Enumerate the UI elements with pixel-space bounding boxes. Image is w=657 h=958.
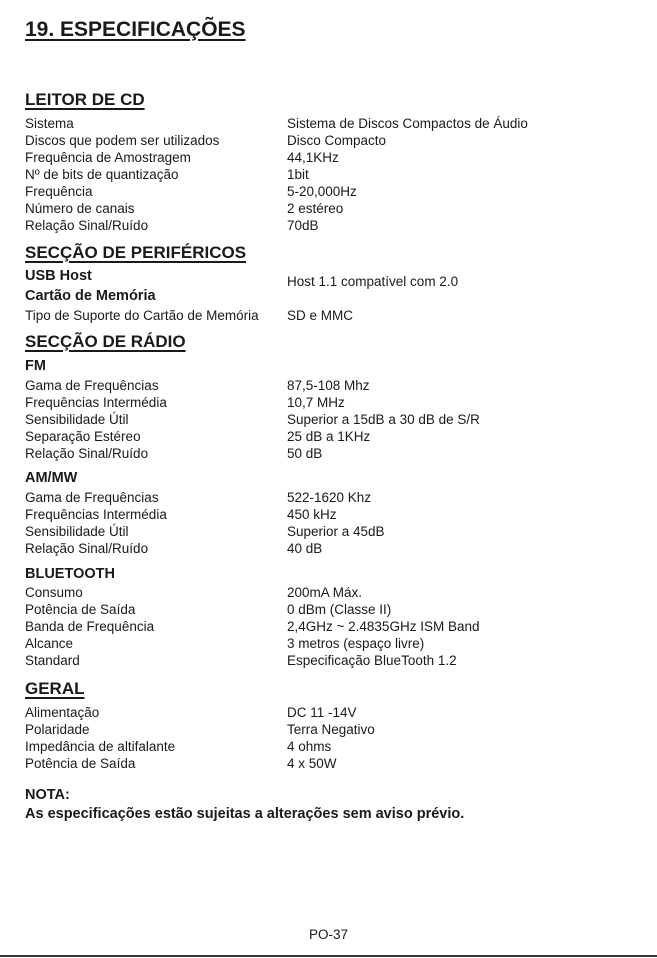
page-number: PO-37 <box>309 927 349 942</box>
spec-label: Frequências Intermédia <box>25 395 167 410</box>
spec-value: 522-1620 Khz <box>287 490 372 505</box>
spec-value: 3 metros (espaço livre) <box>287 636 425 651</box>
memory-card-label: Cartão de Memória <box>25 288 156 304</box>
spec-value: 10,7 MHz <box>287 395 345 410</box>
note-text: As especificações estão sujeitas a alterações sem aviso prévio. <box>25 806 465 822</box>
spec-label: Sensibilidade Útil <box>25 524 129 539</box>
spec-value: 87,5-108 Mhz <box>287 378 370 393</box>
spec-value: Sistema de Discos Compactos de Áudio <box>287 116 528 131</box>
spec-value: 4 ohms <box>287 739 332 754</box>
spec-label: Potência de Saída <box>25 756 136 771</box>
spec-label: Gama de Frequências <box>25 378 159 393</box>
spec-label: Separação Estéreo <box>25 429 141 444</box>
note-label: NOTA: <box>25 787 70 803</box>
spec-value: 44,1KHz <box>287 150 339 165</box>
spec-label: Frequência de Amostragem <box>25 150 191 165</box>
spec-value: 2,4GHz ~ 2.4835GHz ISM Band <box>287 619 480 634</box>
spec-label: Alimentação <box>25 705 100 720</box>
spec-label: Standard <box>25 653 80 668</box>
usb-host-label: USB Host <box>25 268 92 284</box>
spec-value: SD e MMC <box>287 308 354 323</box>
spec-label: Frequência <box>25 184 93 199</box>
spec-value: 450 kHz <box>287 507 337 522</box>
section-heading-peripherals: SECÇÃO DE PERIFÉRICOS <box>25 243 247 262</box>
spec-value: Superior a 45dB <box>287 524 385 539</box>
spec-label: Nº de bits de quantização <box>25 167 179 182</box>
spec-label: Banda de Frequência <box>25 619 155 634</box>
spec-value: Especificação BlueTooth 1.2 <box>287 653 457 668</box>
spec-label: Relação Sinal/Ruído <box>25 218 149 233</box>
spec-value: 2 estéreo <box>287 201 344 216</box>
spec-value: 0 dBm (Classe II) <box>287 602 392 617</box>
spec-value: 40 dB <box>287 541 323 556</box>
spec-value: Disco Compacto <box>287 133 387 148</box>
section-heading-cd: LEITOR DE CD <box>25 90 145 109</box>
bluetooth-subheading: BLUETOOTH <box>25 566 115 582</box>
spec-label: Alcance <box>25 636 74 651</box>
spec-label: Potência de Saída <box>25 602 136 617</box>
spec-value: 50 dB <box>287 446 323 461</box>
spec-label: Polaridade <box>25 722 90 737</box>
fm-subheading: FM <box>25 358 46 374</box>
spec-value: Terra Negativo <box>287 722 375 737</box>
spec-value: DC 11 -14V <box>287 705 357 720</box>
spec-label: Relação Sinal/Ruído <box>25 446 149 461</box>
spec-label: Gama de Frequências <box>25 490 159 505</box>
am-subheading: AM/MW <box>25 470 78 486</box>
spec-label: Sensibilidade Útil <box>25 412 129 427</box>
spec-value: 4 x 50W <box>287 756 337 771</box>
spec-value: 200mA Máx. <box>287 585 363 600</box>
spec-label: Discos que podem ser utilizados <box>25 133 220 148</box>
spec-label: Sistema <box>25 116 74 131</box>
spec-label: Frequências Intermédia <box>25 507 167 522</box>
spec-label: Relação Sinal/Ruído <box>25 541 149 556</box>
spec-value: 70dB <box>287 218 319 233</box>
spec-value: Superior a 15dB a 30 dB de S/R <box>287 412 480 427</box>
spec-label: Número de canais <box>25 201 135 216</box>
page-title: 19. ESPECIFICAÇÕES <box>25 18 246 41</box>
page-bottom-rule <box>0 955 657 957</box>
section-heading-general: GERAL <box>25 679 85 698</box>
spec-label: Impedância de altifalante <box>25 739 176 754</box>
spec-value: 25 dB a 1KHz <box>287 429 371 444</box>
spec-label: Tipo de Suporte do Cartão de Memória <box>25 308 259 323</box>
spec-value: 5-20,000Hz <box>287 184 357 199</box>
usb-host-value: Host 1.1 compatível com 2.0 <box>287 274 459 289</box>
spec-label: Consumo <box>25 585 83 600</box>
spec-value: 1bit <box>287 167 309 182</box>
section-heading-radio: SECÇÃO DE RÁDIO <box>25 332 186 351</box>
